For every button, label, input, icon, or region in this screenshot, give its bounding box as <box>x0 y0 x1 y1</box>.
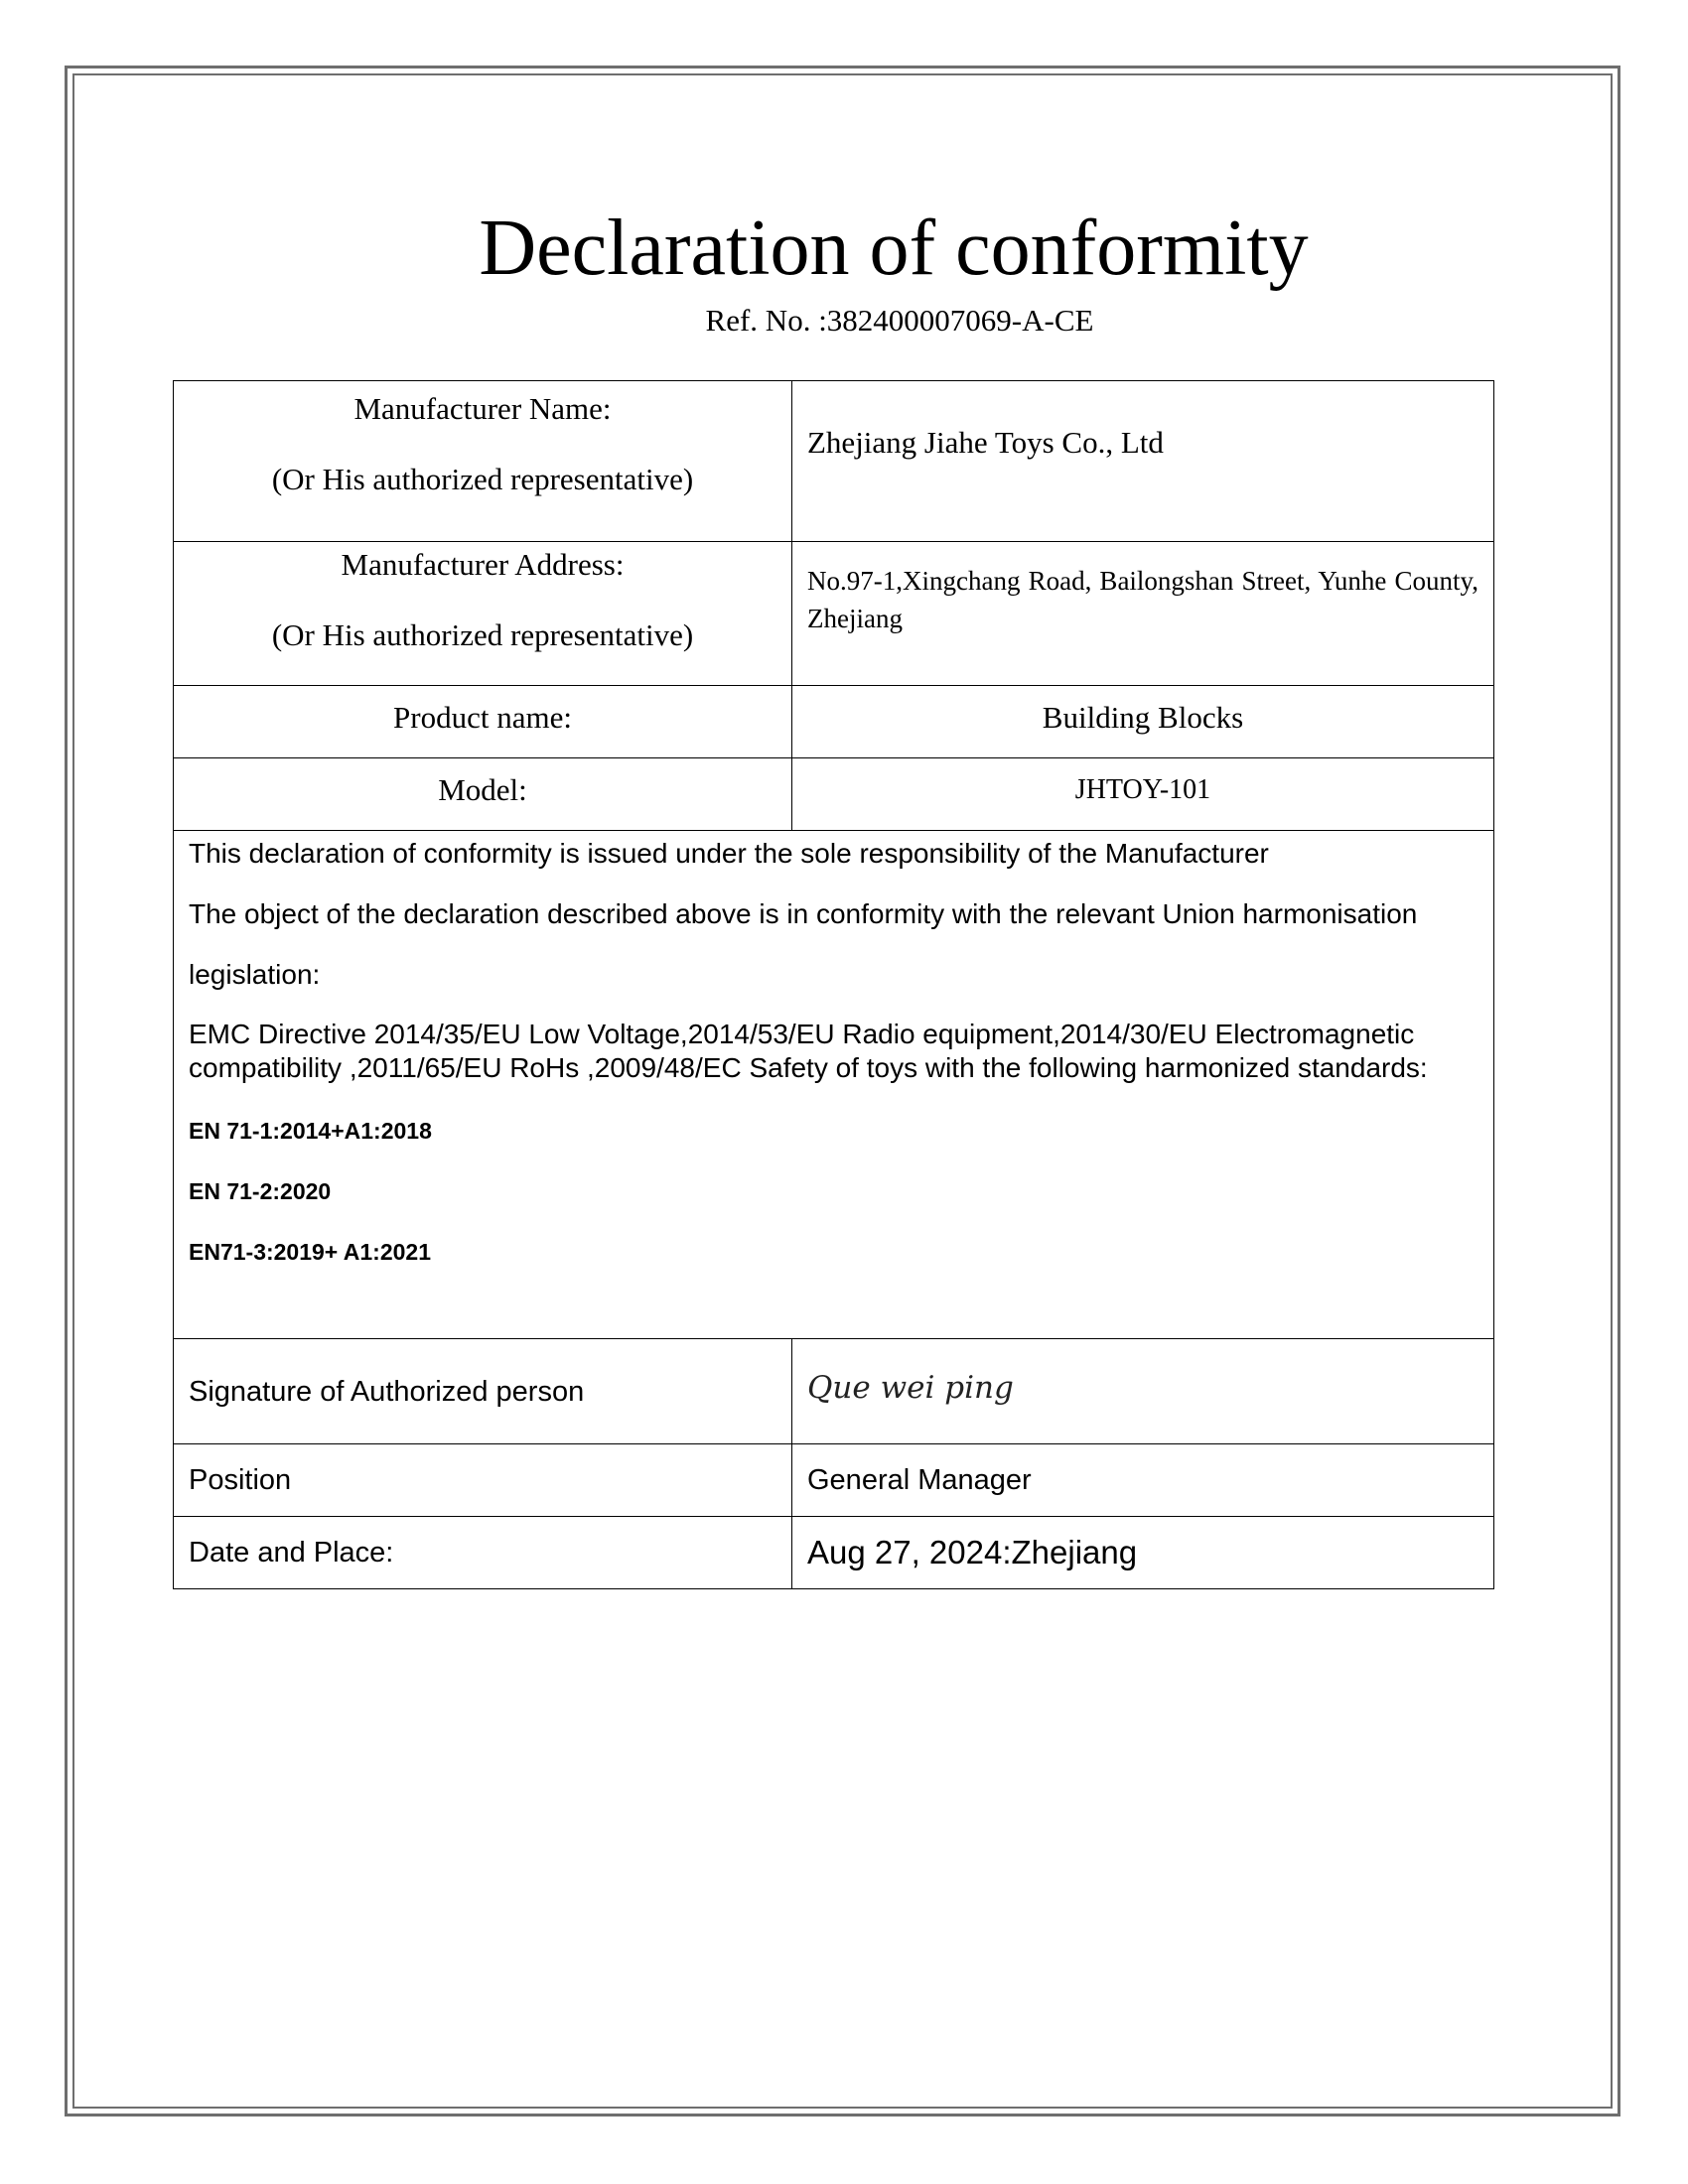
declaration-cell <box>174 831 1494 1339</box>
position-value-cell <box>792 1444 1494 1517</box>
date-place-value: Aug 27, 2024:Zhejiang <box>807 1534 1138 1570</box>
manufacturer-address-sublabel: (Or His authorized representative) <box>271 617 694 652</box>
standard-item: EN 71-2:2020 <box>189 1178 332 1204</box>
manufacturer-name-label-cell <box>174 381 792 542</box>
reference-number: Ref. No. :382400007069-A-CE <box>705 303 1094 338</box>
product-name-value: Building Blocks <box>1042 700 1244 735</box>
product-name-label-cell <box>174 686 792 758</box>
model-label-cell <box>174 758 792 831</box>
table-row <box>174 542 1494 686</box>
position-value: General Manager <box>807 1464 1032 1496</box>
manufacturer-address-label: Manufacturer Address: <box>341 547 625 582</box>
declaration-table <box>173 380 1494 1589</box>
table-row <box>174 1444 1494 1517</box>
signature-label: Signature of Authorized person <box>189 1375 585 1408</box>
manufacturer-name-value-cell <box>792 381 1494 542</box>
position-label-cell <box>174 1444 792 1517</box>
directives-text: EMC Directive 2014/35/EU Low Voltage,2014/53/EU Radio equipment,2014/30/EU Electromagnetic compatibility ,2011/65/EU RoHs ,2009/48/EC Safety of toys with the following harmonized standards: <box>189 1019 1428 1083</box>
date-place-value-cell <box>792 1517 1494 1589</box>
table-row <box>174 1339 1494 1444</box>
model-value: JHTOY-101 <box>1074 774 1211 805</box>
model-value-cell <box>792 758 1494 831</box>
manufacturer-address-value-cell <box>792 542 1494 686</box>
manufacturer-address-value: No.97-1,Xingchang Road, Bailongshan Street, Yunhe County, Zhejiang <box>807 566 1478 633</box>
table-row <box>174 381 1494 542</box>
standard-item: EN 71-1:2014+A1:2018 <box>189 1118 432 1144</box>
manufacturer-name-value: Zhejiang Jiahe Toys Co., Ltd <box>807 425 1164 460</box>
standard-item: EN71-3:2019+ A1:2021 <box>189 1239 432 1265</box>
declaration-line-2: The object of the declaration described above is in conformity with the relevant Union harmonisation <box>189 898 1418 929</box>
product-name-label: Product name: <box>393 700 572 735</box>
document-title: Declaration of conformity <box>479 205 1309 292</box>
table-row <box>174 686 1494 758</box>
declaration-line-1: This declaration of conformity is issued under the sole responsibility of the Manufacturer <box>189 838 1269 869</box>
position-label: Position <box>189 1464 292 1496</box>
table-row <box>174 1517 1494 1589</box>
signature-label-cell <box>174 1339 792 1444</box>
date-place-label-cell <box>174 1517 792 1589</box>
date-place-label: Date and Place: <box>189 1537 394 1569</box>
handwritten-signature: Que wei ping <box>807 1369 1014 1406</box>
signature-value-cell <box>792 1339 1494 1444</box>
declaration-line-3: legislation: <box>189 959 321 990</box>
manufacturer-name-label: Manufacturer Name: <box>353 391 612 426</box>
manufacturer-name-sublabel: (Or His authorized representative) <box>271 462 694 496</box>
model-label: Model: <box>438 772 527 807</box>
manufacturer-address-label-cell <box>174 542 792 686</box>
table-row <box>174 831 1494 1339</box>
table-row <box>174 758 1494 831</box>
product-name-value-cell <box>792 686 1494 758</box>
